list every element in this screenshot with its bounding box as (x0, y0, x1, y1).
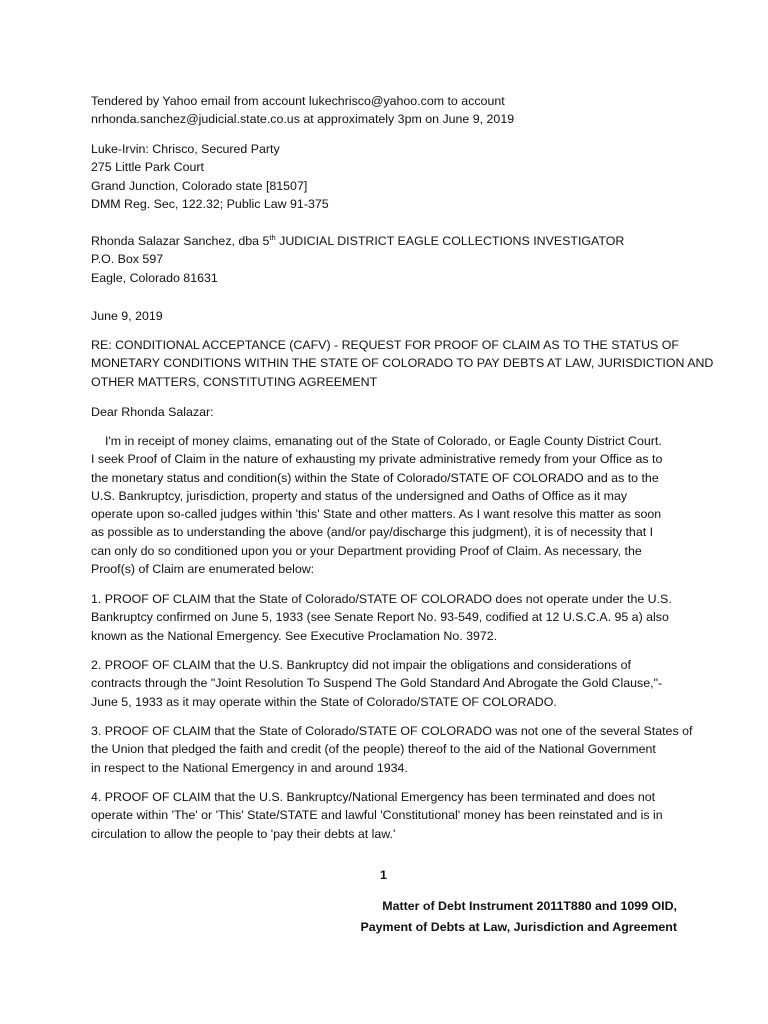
recipient-po-box: P.O. Box 597 (91, 252, 164, 267)
recipient-name: Rhonda Salazar Sanchez, dba 5th JUDICIAL DISTRICT EAGLE COLLECTIONS INVESTIGATOR (91, 232, 625, 248)
tender-line: Tendered by Yahoo email from account lukechrisco@yahoo.com to account (91, 94, 505, 108)
recipient-address (91, 232, 691, 287)
sender-name: Luke-Irvin: Chrisco, Secured Party (91, 142, 280, 156)
tender-note (91, 92, 691, 129)
sender-street: 275 Little Park Court (91, 160, 204, 175)
proof-of-claim-2: 2. PROOF OF CLAIM that the U.S. Bankruptcy did not impair the obligations and considerations of contracts through the "Joint Resolution To Suspend The Gold Standard And Abrogate the Gold Clause,"- June 5, 1933 as it may operate within the State of Colorado/STATE OF COLORADO. (91, 658, 663, 709)
intro-paragraph: I'm in receipt of money claims, emanating out of the State of Colorado, or Eagle County District Court. I seek Proof of Claim in the nature of exhausting my private administrative remedy from your Office as to the monetary status and condition(s) within the State of Colorado/STATE OF COLORADO and as to the U.S. Bankruptcy, jurisdiction, property and status of the undersigned and Oaths of Office as it may operate upon so-called judges within 'this' State and other matters. As I want resolve this matter as soon as possible as to understanding the above (and/or pay/discharge this judgment), it is of necessity that I can only do so conditioned upon you or your Department providing Proof of Claim. As necessary, the Proof(s) of Claim are enumerated below: (91, 434, 663, 577)
footer-caption: Matter of Debt Instrument 2011T880 and 1099 OID, Payment of Debts at Law, Jurisdiction and Agreement (360, 899, 677, 934)
sender-address (91, 140, 691, 213)
sender-city: Grand Junction, Colorado state [81507] (91, 178, 308, 193)
tender-line: nrhonda.sanchez@judicial.state.co.us at approximately 3pm on June 9, 2019 (91, 112, 515, 127)
proof-of-claim-1: 1. PROOF OF CLAIM that the State of Colorado/STATE OF COLORADO does not operate under the U.S. Bankruptcy confirmed on June 5, 1933 (see Senate Report No. 93-549, codified at 12 U.S.C.A. 95 a) also known as the National Emergency. See Executive Proclamation No. 3972. (91, 592, 672, 643)
letter-date: June 9, 2019 (91, 309, 163, 323)
salutation: Dear Rhonda Salazar: (91, 405, 214, 419)
proof-of-claim-3: 3. PROOF OF CLAIM that the State of Colorado/STATE OF COLORADO was not one of the several States of the Union that pledged the faith and credit (of the people) thereof to the aid of the National Government in respect to the National Emergency in and around 1934. (91, 724, 693, 775)
page-number: 1 (380, 868, 387, 882)
subject-line: RE: CONDITIONAL ACCEPTANCE (CAFV) - REQUEST FOR PROOF OF CLAIM AS TO THE STATUS OF MONETARY CONDITIONS WITHIN THE STATE OF COLORADO TO PAY DEBTS AT LAW, JURISDICTION AND OTHER MATTERS, CONSTITUTING AGREEMENT (91, 338, 714, 389)
recipient-city: Eagle, Colorado 81631 (91, 270, 218, 285)
sender-reference: DMM Reg. Sec, 122.32; Public Law 91-375 (91, 196, 329, 211)
proof-of-claim-4: 4. PROOF OF CLAIM that the U.S. Bankruptcy/National Emergency has been terminated and does not operate within 'The' or 'This' State/STATE and lawful 'Constitutional' money has been reinstated and is in circulation to allow the people to 'pay their debts at law.' (91, 790, 663, 841)
